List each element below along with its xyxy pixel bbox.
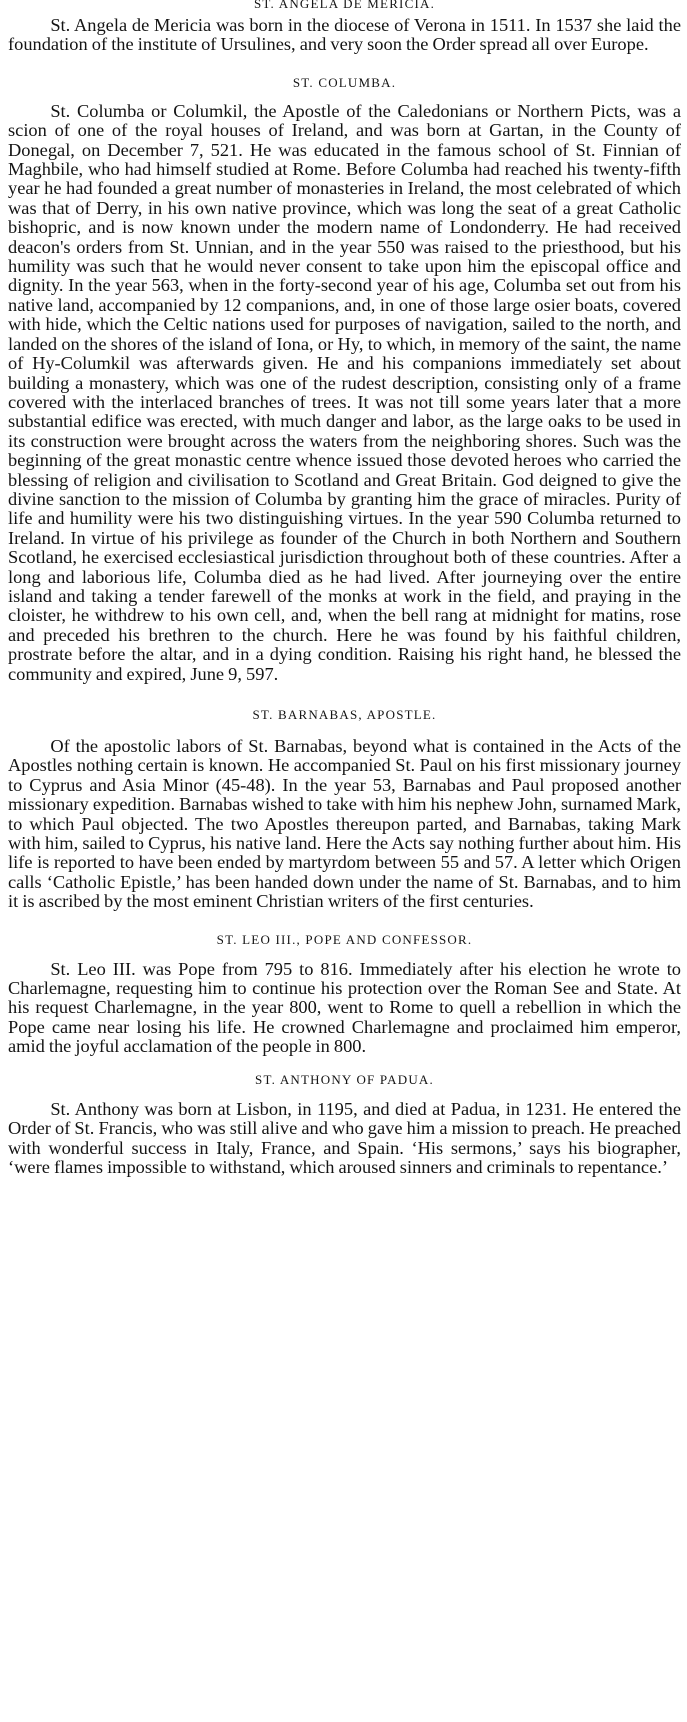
section-paragraph: St. Anthony was born at Lisbon, in 1195, and died at Padua, in 1231. He entered the Order of St. Francis, who was still alive and who gave him a mission to preach. He preached with wonderful success in Italy, France, and Spain. ‘His sermons,’ says his biographer, ‘were flames impossible to withstand, which aroused sinners and criminals to repentance.’ <box>8 1098 681 1177</box>
section-heading: ST. ANTHONY OF PADUA. <box>255 1071 434 1087</box>
section-st-angela <box>8 0 681 55</box>
section-heading: ST. ANGELA DE MERICIA. <box>253 0 436 11</box>
section-heading: ST. BARNABAS, APOSTLE. <box>252 707 437 722</box>
section-st-barnabas <box>8 707 681 912</box>
section-paragraph: St. Angela de Mericia was born in the diocese of Verona in 1511. In 1537 she laid the foundation of the institute of Ursulines, and very soon the Order spread all over Europe. <box>8 15 681 55</box>
section-st-anthony <box>8 1072 681 1178</box>
section-st-leo <box>8 932 681 1057</box>
section-paragraph: St. Leo III. was Pope from 795 to 816. Immediately after his election he wrote to Charlemagne, requesting him to continue his protection over the Roman See and State. At his request Charlemagne, in the year 800, went to Rome to quell a rebellion in which the Pope came near losing his life. He crowned Charlemagne and proclaimed him emperor, amid the joyful acclamation of the people in 800. <box>8 958 681 1057</box>
section-paragraph: Of the apostolic labors of St. Barnabas, beyond what is contained in the Acts of the Apostles nothing certain is known. He accompanied St. Paul on his first missionary journey to Cyprus and Asia Minor (45-48). In the year 53, Barnabas and Paul proposed another missionary expedition. Barnabas wished to take with him his nephew John, surnamed Mark, to which Paul objected. The two Apostles thereupon parted, and Barnabas, taking Mark with him, sailed to Cyprus, his native land. Here the Acts say nothing further about him. His life is reported to have been ended by martyrdom between 55 and 57. A letter which Origen calls ‘Catholic Epistle,’ has been handed down under the name of St. Barnabas, and to him it is ascribed by the most eminent Christian writers of the first centuries. <box>8 736 681 912</box>
section-heading: ST. LEO III., POPE AND CONFESSOR. <box>216 931 473 947</box>
section-st-columba <box>8 75 681 684</box>
section-heading: ST. COLUMBA. <box>292 74 397 90</box>
section-paragraph: St. Columba or Columkil, the Apostle of the Caledonians or Northern Picts, was a scion of one of the royal houses of Ireland, and was born at Gartan, in the County of Donegal, on December 7, 521. He was educated in the famous school of St. Finnian of Maghbile, who had himself studied at Rome. Before Columba had reached his twenty-fifth year he had founded a great number of monasteries in Ireland, the most celebrated of which was that of Derry, in his own native province, which was long the seat of a great Catholic bishopric, and is now known under the modern name of Londonderry. He had received deacon's orders from St. Unnian, and in the year 550 was raised to the priesthood, but his humility was such that he would never consent to take upon him the episcopal office and dignity. In the year 563, when in the forty-second year of his age, Columba set out from his native land, accompanied by 12 companions, and, in one of those large osier boats, covered with hide, which the Celtic nations used for purposes of navigation, sailed to the north, and landed on the shores of the island of Iona, or Hy, to which, in memory of the saint, the name of Hy-Columkil was afterwards given. He and his companions immediately set about building a monastery, which was one of the rudest description, consisting only of a frame covered with the interlaced branches of trees. It was not till some years later that a more substantial edifice was erected, with much danger and labor, as the large oaks to be used in its construction were brought across the waters from the neighboring shores. Such was the beginning of the great monastic centre whence issued those devoted heroes who carried the blessing of religion and civilisation to Scotland and Great Britain. God deigned to give the divine sanction to the mission of Columba by granting him the grace of miracles. Purity of life and humility were his two distinguishing virtues. In the year 590 Columba returned to Ireland. In virtue of his privilege as founder of the Church in both Northern and Southern Scotland, he exercised ecclesiastical jurisdiction throughout both of these countries. After a long and laborious life, Columba died as he had lived. After journeying over the entire island and taking a tender farewell of the monks at work in the field, and praying in the cloister, he withdrew to his own cell, and, when the bell rang at midnight for matins, rose and preceded his brethren to the church. Here he was found by his faithful children, prostrate before the altar, and in a dying condition. Raising his right hand, he blessed the community and expired, June 9, 597. <box>8 100 681 684</box>
